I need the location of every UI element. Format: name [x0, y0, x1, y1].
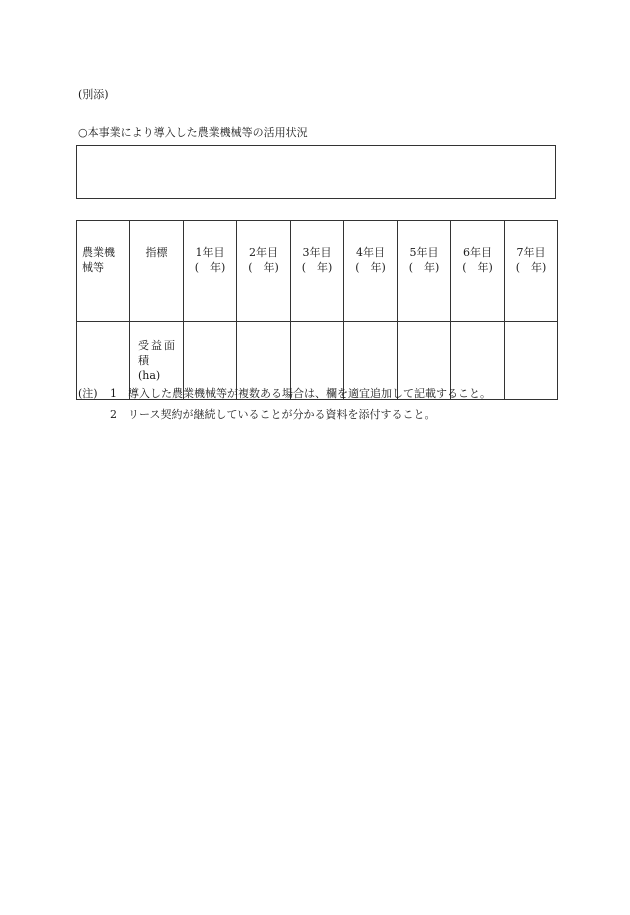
note-2-text: リース契約が継続していることが分かる資料を添付すること。	[128, 408, 436, 421]
year-7-sub: ( 年)	[515, 261, 547, 274]
header-year-6	[451, 221, 505, 322]
section-title: ○本事業により導入した農業機械等の活用状況	[78, 126, 308, 139]
year-1-label: 1年目	[195, 246, 225, 259]
header-year-2	[237, 221, 291, 322]
header-year-7	[505, 221, 558, 322]
note-1-text: 導入した農業機械等が複数ある場合は、欄を適宜追加して記載すること。	[128, 387, 491, 400]
year-2-sub: ( 年)	[248, 261, 279, 274]
year-4-sub: ( 年)	[355, 261, 386, 274]
note-1-number: 1	[110, 387, 117, 400]
notes-lead: (注)	[78, 387, 98, 400]
year-2-label: 2年目	[249, 246, 278, 259]
header-year-4	[344, 221, 398, 322]
year-7-label: 7年目	[516, 246, 546, 259]
year-6-label: 6年目	[463, 246, 492, 259]
year-3-sub: ( 年)	[301, 261, 333, 274]
note-2-number: 2	[110, 408, 117, 421]
notes	[78, 383, 491, 425]
indicator-area-label-2: 積	[138, 354, 149, 367]
usage-description-box[interactable]	[76, 145, 556, 199]
header-year-3	[291, 221, 344, 322]
note-item-1	[78, 383, 491, 404]
appendix-label: (別添)	[78, 88, 109, 101]
header-year-5	[398, 221, 451, 322]
year-1-sub: ( 年)	[194, 261, 226, 274]
header-indicator-label: 指標	[145, 246, 168, 259]
header-machine-line-1: 農業機	[82, 246, 115, 259]
year-3-label: 3年目	[302, 246, 332, 259]
header-machine-line-2: 械等	[82, 261, 104, 274]
header-year-1	[184, 221, 237, 322]
value-cell-year-7[interactable]	[505, 322, 558, 400]
indicator-unit: (ha)	[138, 369, 161, 382]
year-6-sub: ( 年)	[462, 261, 493, 274]
usage-table	[76, 220, 558, 400]
year-5-label: 5年目	[409, 246, 439, 259]
year-4-label: 4年目	[356, 246, 385, 259]
indicator-area-label: 受益面	[138, 339, 177, 352]
header-machine	[77, 221, 130, 322]
year-5-sub: ( 年)	[408, 261, 440, 274]
note-item-2	[78, 404, 491, 425]
header-indicator	[130, 221, 184, 322]
table-header-row	[77, 221, 558, 322]
